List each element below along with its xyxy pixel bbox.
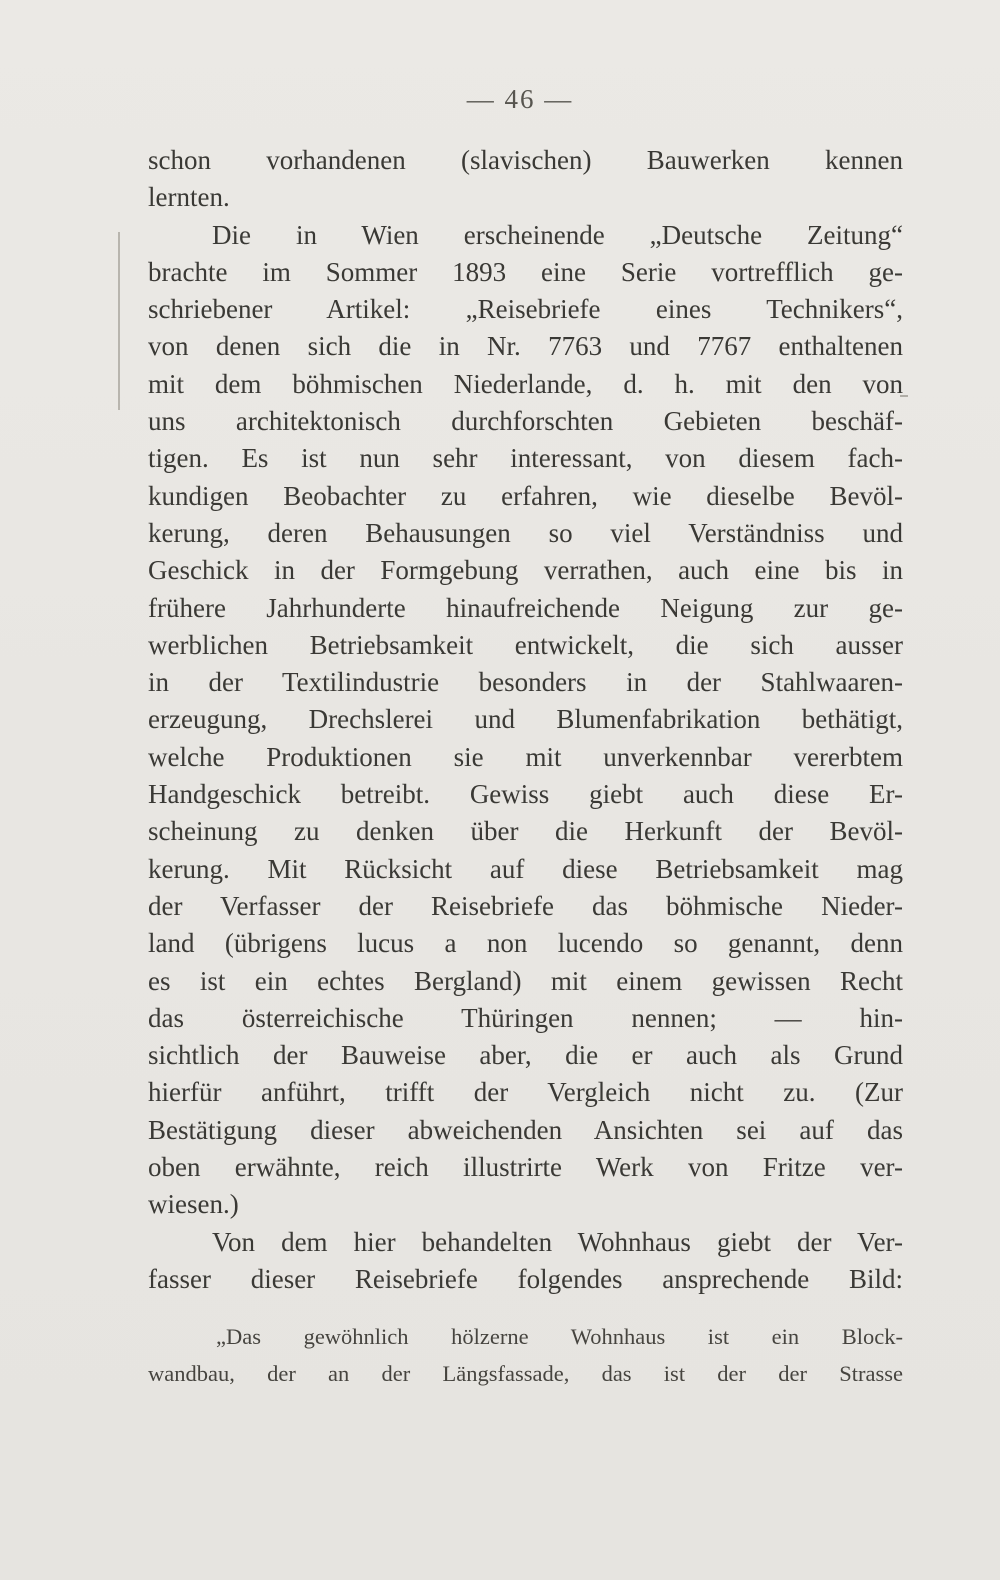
text-line: es ist ein echtes Bergland) mit einem gewissen Recht	[148, 965, 903, 996]
text-line: das österreichische Thüringen nennen; — hin-	[148, 1002, 903, 1033]
text-line: tigen. Es ist nun sehr interessant, von diesem fach-	[148, 443, 903, 474]
text-line: welche Produktionen sie mit unverkennbar vererbtem	[148, 741, 903, 772]
text-line: scheinung zu denken über die Herkunft der Bevöl-	[148, 816, 903, 847]
text-line: frühere Jahrhunderte hinaufreichende Neigung zur ge-	[148, 592, 903, 623]
text-line: von denen sich die in Nr. 7763 und 7767 enthaltenen	[148, 331, 903, 362]
text-line: Handgeschick betreibt. Gewiss giebt auch diese Er-	[148, 779, 903, 810]
text-line: der Verfasser der Reisebriefe das böhmische Nieder-	[148, 890, 903, 921]
text-line: brachte im Sommer 1893 eine Serie vortrefflich ge-	[148, 256, 903, 287]
text-line: kerung. Mit Rücksicht auf diese Betriebsamkeit mag	[148, 853, 903, 884]
page-number: — 46 —	[466, 84, 574, 114]
text-line: uns architektonisch durchforschten Gebieten beschäf-	[148, 406, 903, 437]
text-line: Geschick in der Formgebung verrathen, auch eine bis in	[148, 555, 903, 586]
text-line: mit dem böhmischen Niederlande, d. h. mit den von	[148, 368, 903, 399]
body-text	[148, 142, 903, 1298]
text-line: erzeugung, Drechslerei und Blumenfabrikation bethätigt,	[148, 704, 903, 735]
text-line: schon vorhandenen (slavischen) Bauwerken kennen	[148, 145, 903, 175]
text-line: lernten.	[148, 182, 230, 213]
text-line: land (übrigens lucus a non lucendo so genannt, denn	[148, 928, 903, 959]
quote-line: wandbau, der an der Längsfassade, das ist der der Strasse	[148, 1361, 903, 1386]
text-line: Bestätigung dieser abweichenden Ansichten sei auf das	[148, 1114, 903, 1145]
text-line: oben erwähnte, reich illustrirte Werk von Fritze ver-	[148, 1152, 903, 1183]
quote-text	[148, 1318, 903, 1392]
margin-pencil-mark	[118, 232, 120, 410]
text-line: kundigen Beobachter zu erfahren, wie dieselbe Bevöl-	[148, 480, 903, 511]
text-line: kerung, deren Behausungen so viel Verständniss und	[148, 517, 903, 548]
text-line: Die in Wien erscheinende „Deutsche Zeitung“	[212, 219, 903, 250]
text-line: fasser dieser Reisebriefe folgendes ansprechende Bild:	[148, 1263, 903, 1294]
text-line: schriebener Artikel: „Reisebriefe eines Technikers“,	[148, 294, 903, 325]
text-line: in der Textilindustrie besonders in der Stahlwaaren-	[148, 667, 903, 698]
text-line: hierfür anführt, trifft der Vergleich nicht zu. (Zur	[148, 1077, 903, 1108]
text-line: wiesen.)	[148, 1189, 239, 1220]
text-line: sichtlich der Bauweise aber, die er auch als Grund	[148, 1040, 903, 1071]
text-line: werblichen Betriebsamkeit entwickelt, die sich ausser	[148, 629, 903, 660]
text-line: Von dem hier behandelten Wohnhaus giebt der Ver-	[212, 1226, 903, 1257]
quote-line: „Das gewöhnlich hölzerne Wohnhaus ist ein Block-	[216, 1324, 903, 1349]
